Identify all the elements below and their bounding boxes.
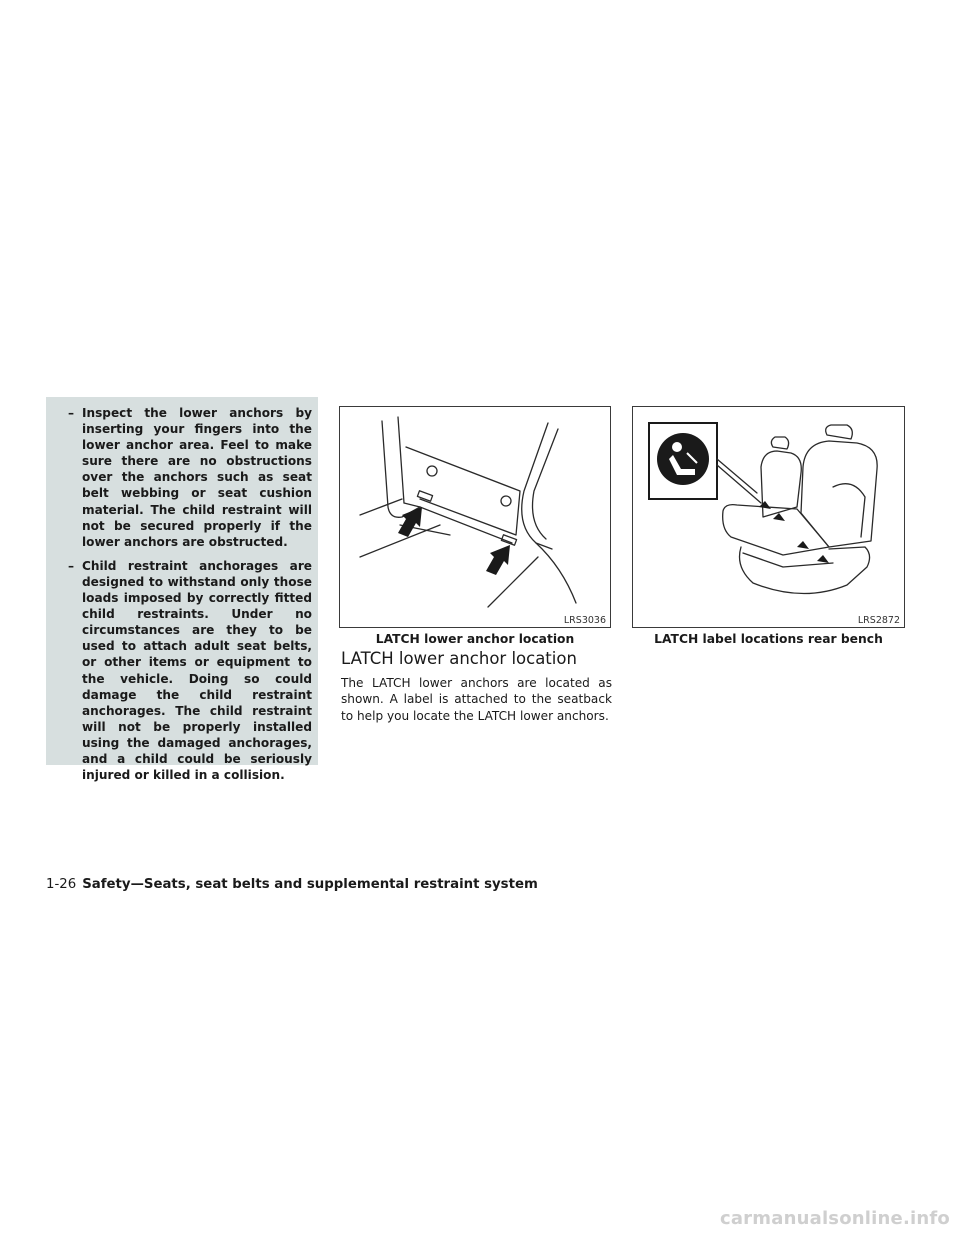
- rear-bench-illustration: [633, 407, 904, 627]
- section-heading: LATCH lower anchor location: [341, 649, 577, 668]
- page-footer: [46, 877, 538, 892]
- lower-anchor-illustration: [340, 407, 610, 627]
- warning-dash: –: [67, 558, 75, 573]
- arrow-icon: [398, 507, 510, 575]
- watermark: carmanualsonline.info: [719, 1208, 950, 1229]
- warning-text: Child restraint anchorages are designed to withstand only those loads imposed by correctly fitted child restraints. Under no circumstances are they to be used to attach adult seat belts, or other items or equipment to the vehicle. Doing so could damage the child restraint anchorages. The child restraint will not be properly installed using the damaged anchorages, and a child could be seriously injured or killed in a collision.: [82, 558, 312, 783]
- figure-code: LRS2872: [857, 615, 900, 626]
- figure-caption: LATCH label locations rear bench: [654, 632, 883, 646]
- chapter-title: Safety—Seats, seat belts and supplemental restraint system: [82, 877, 538, 892]
- warning-text: Inspect the lower anchors by inserting your fingers into the lower anchor area. Feel to make sure there are no obstructions over the anchors such as seat belt webbing or seat cushion material. The child restraint will not be secured properly if the lower anchors are obstructed.: [82, 406, 312, 549]
- figure-caption: LATCH lower anchor location: [375, 632, 575, 646]
- warning-item: [60, 405, 312, 550]
- page-number: 1-26: [46, 877, 77, 892]
- warning-item: [60, 558, 312, 783]
- warning-box: [46, 397, 318, 783]
- figure-code: LRS3036: [563, 615, 606, 626]
- figure-rear-bench: [632, 406, 905, 628]
- warning-dash: –: [67, 406, 75, 420]
- child-seat-icon: [657, 433, 709, 485]
- section-body: The LATCH lower anchors are located as shown. A label is attached to the seatback to help you locate the LATCH lower anchors.: [341, 676, 612, 723]
- figure-lower-anchor: [339, 406, 611, 628]
